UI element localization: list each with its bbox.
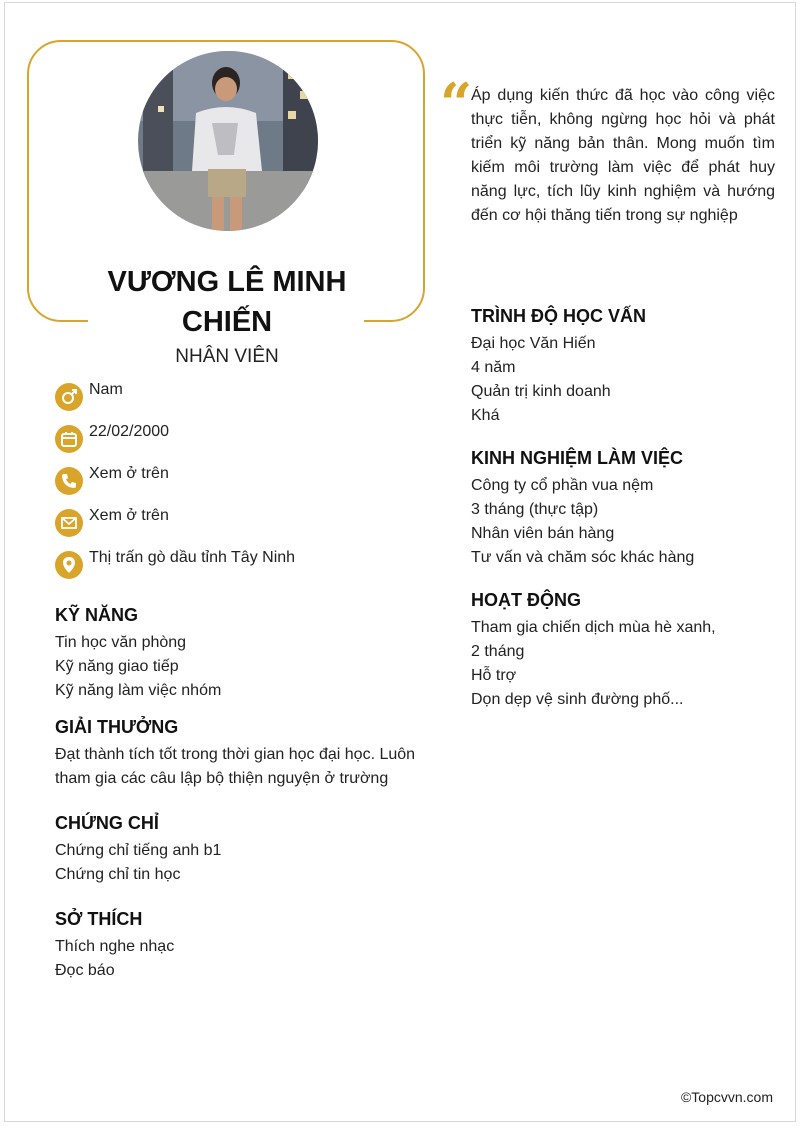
education-heading: TRÌNH ĐỘ HỌC VẤN [471, 306, 646, 326]
hobbies-section [55, 905, 425, 983]
hobby-item: Thích nghe nhạc [55, 938, 175, 955]
career-objective: Áp dụng kiến thức đã học vào công việc thực tiễn, không ngừng học hỏi và phát triển kỹ năng bản thân. Mong muốn tìm kiếm môi trường làm việc để phát huy năng lực, tích lũy kinh nghiệm và hướng đến cơ hội thăng tiến trong sự nghiệp [471, 87, 775, 224]
address-value: Thị trấn gò dầu tỉnh Tây Ninh [89, 549, 296, 566]
certificates-heading: CHỨNG CHỈ [55, 813, 159, 833]
phone-icon [55, 467, 83, 495]
certificates-section [55, 809, 425, 887]
location-pin-icon [55, 551, 83, 579]
hobby-item: Đọc báo [55, 962, 115, 979]
skill-item: Tin học văn phòng [55, 634, 187, 651]
awards-heading: GIẢI THƯỞNG [55, 717, 179, 737]
contact-address [55, 544, 435, 586]
calendar-icon [55, 425, 83, 453]
education-item: 4 năm [471, 359, 516, 376]
certificate-item: Chứng chỉ tin học [55, 866, 181, 883]
activities-heading: HOẠT ĐỘNG [471, 590, 581, 610]
email-icon [55, 509, 83, 537]
awards-section [55, 713, 430, 791]
hobbies-heading: SỞ THÍCH [55, 909, 143, 929]
quote-icon: “ [440, 71, 473, 137]
birthday-value: 22/02/2000 [89, 423, 170, 440]
activity-item: Hỗ trợ [471, 667, 517, 684]
skill-item: Kỹ năng làm việc nhóm [55, 682, 222, 699]
experience-item: 3 tháng (thực tập) [471, 501, 599, 518]
copyright-footer: ©Topcvvn.com [680, 1089, 773, 1105]
contact-email [55, 502, 435, 544]
activity-item: Dọn dẹp vệ sinh đường phố... [471, 691, 684, 708]
contact-birthday [55, 418, 435, 460]
education-item: Đại học Văn Hiến [471, 335, 596, 352]
skills-section [55, 601, 425, 703]
experience-item: Công ty cổ phần vua nệm [471, 477, 654, 494]
experience-heading: KINH NGHIỆM LÀM VIỆC [471, 448, 684, 468]
phone-value: Xem ở trên [89, 465, 169, 482]
awards-text: Đạt thành tích tốt trong thời gian học đại học. Luôn tham gia các câu lập bộ thiện nguyện ở trường [55, 746, 416, 787]
education-item: Khá [471, 407, 500, 424]
education-section [471, 302, 781, 428]
email-value: Xem ở trên [89, 507, 169, 524]
contact-gender [55, 376, 435, 418]
contact-phone [55, 460, 435, 502]
skill-item: Kỹ năng giao tiếp [55, 658, 179, 675]
gender-icon [55, 383, 83, 411]
activity-item: 2 tháng [471, 643, 525, 660]
certificate-item: Chứng chỉ tiếng anh b1 [55, 842, 222, 859]
skills-heading: KỸ NĂNG [55, 605, 139, 625]
education-item: Quản trị kinh doanh [471, 383, 611, 400]
contact-list [55, 376, 435, 586]
job-title: NHÂN VIÊN [175, 346, 279, 367]
experience-item: Tư vấn và chăm sóc khác hàng [471, 549, 695, 566]
activity-item: Tham gia chiến dịch mùa hè xanh, [471, 619, 716, 636]
experience-section [471, 444, 781, 570]
gender-value: Nam [89, 381, 123, 398]
avatar-photo [138, 51, 318, 231]
candidate-name: VƯƠNG LÊ MINH CHIẾN [107, 266, 347, 338]
experience-item: Nhân viên bán hàng [471, 525, 615, 542]
avatar [138, 51, 318, 231]
activities-section [471, 586, 781, 712]
